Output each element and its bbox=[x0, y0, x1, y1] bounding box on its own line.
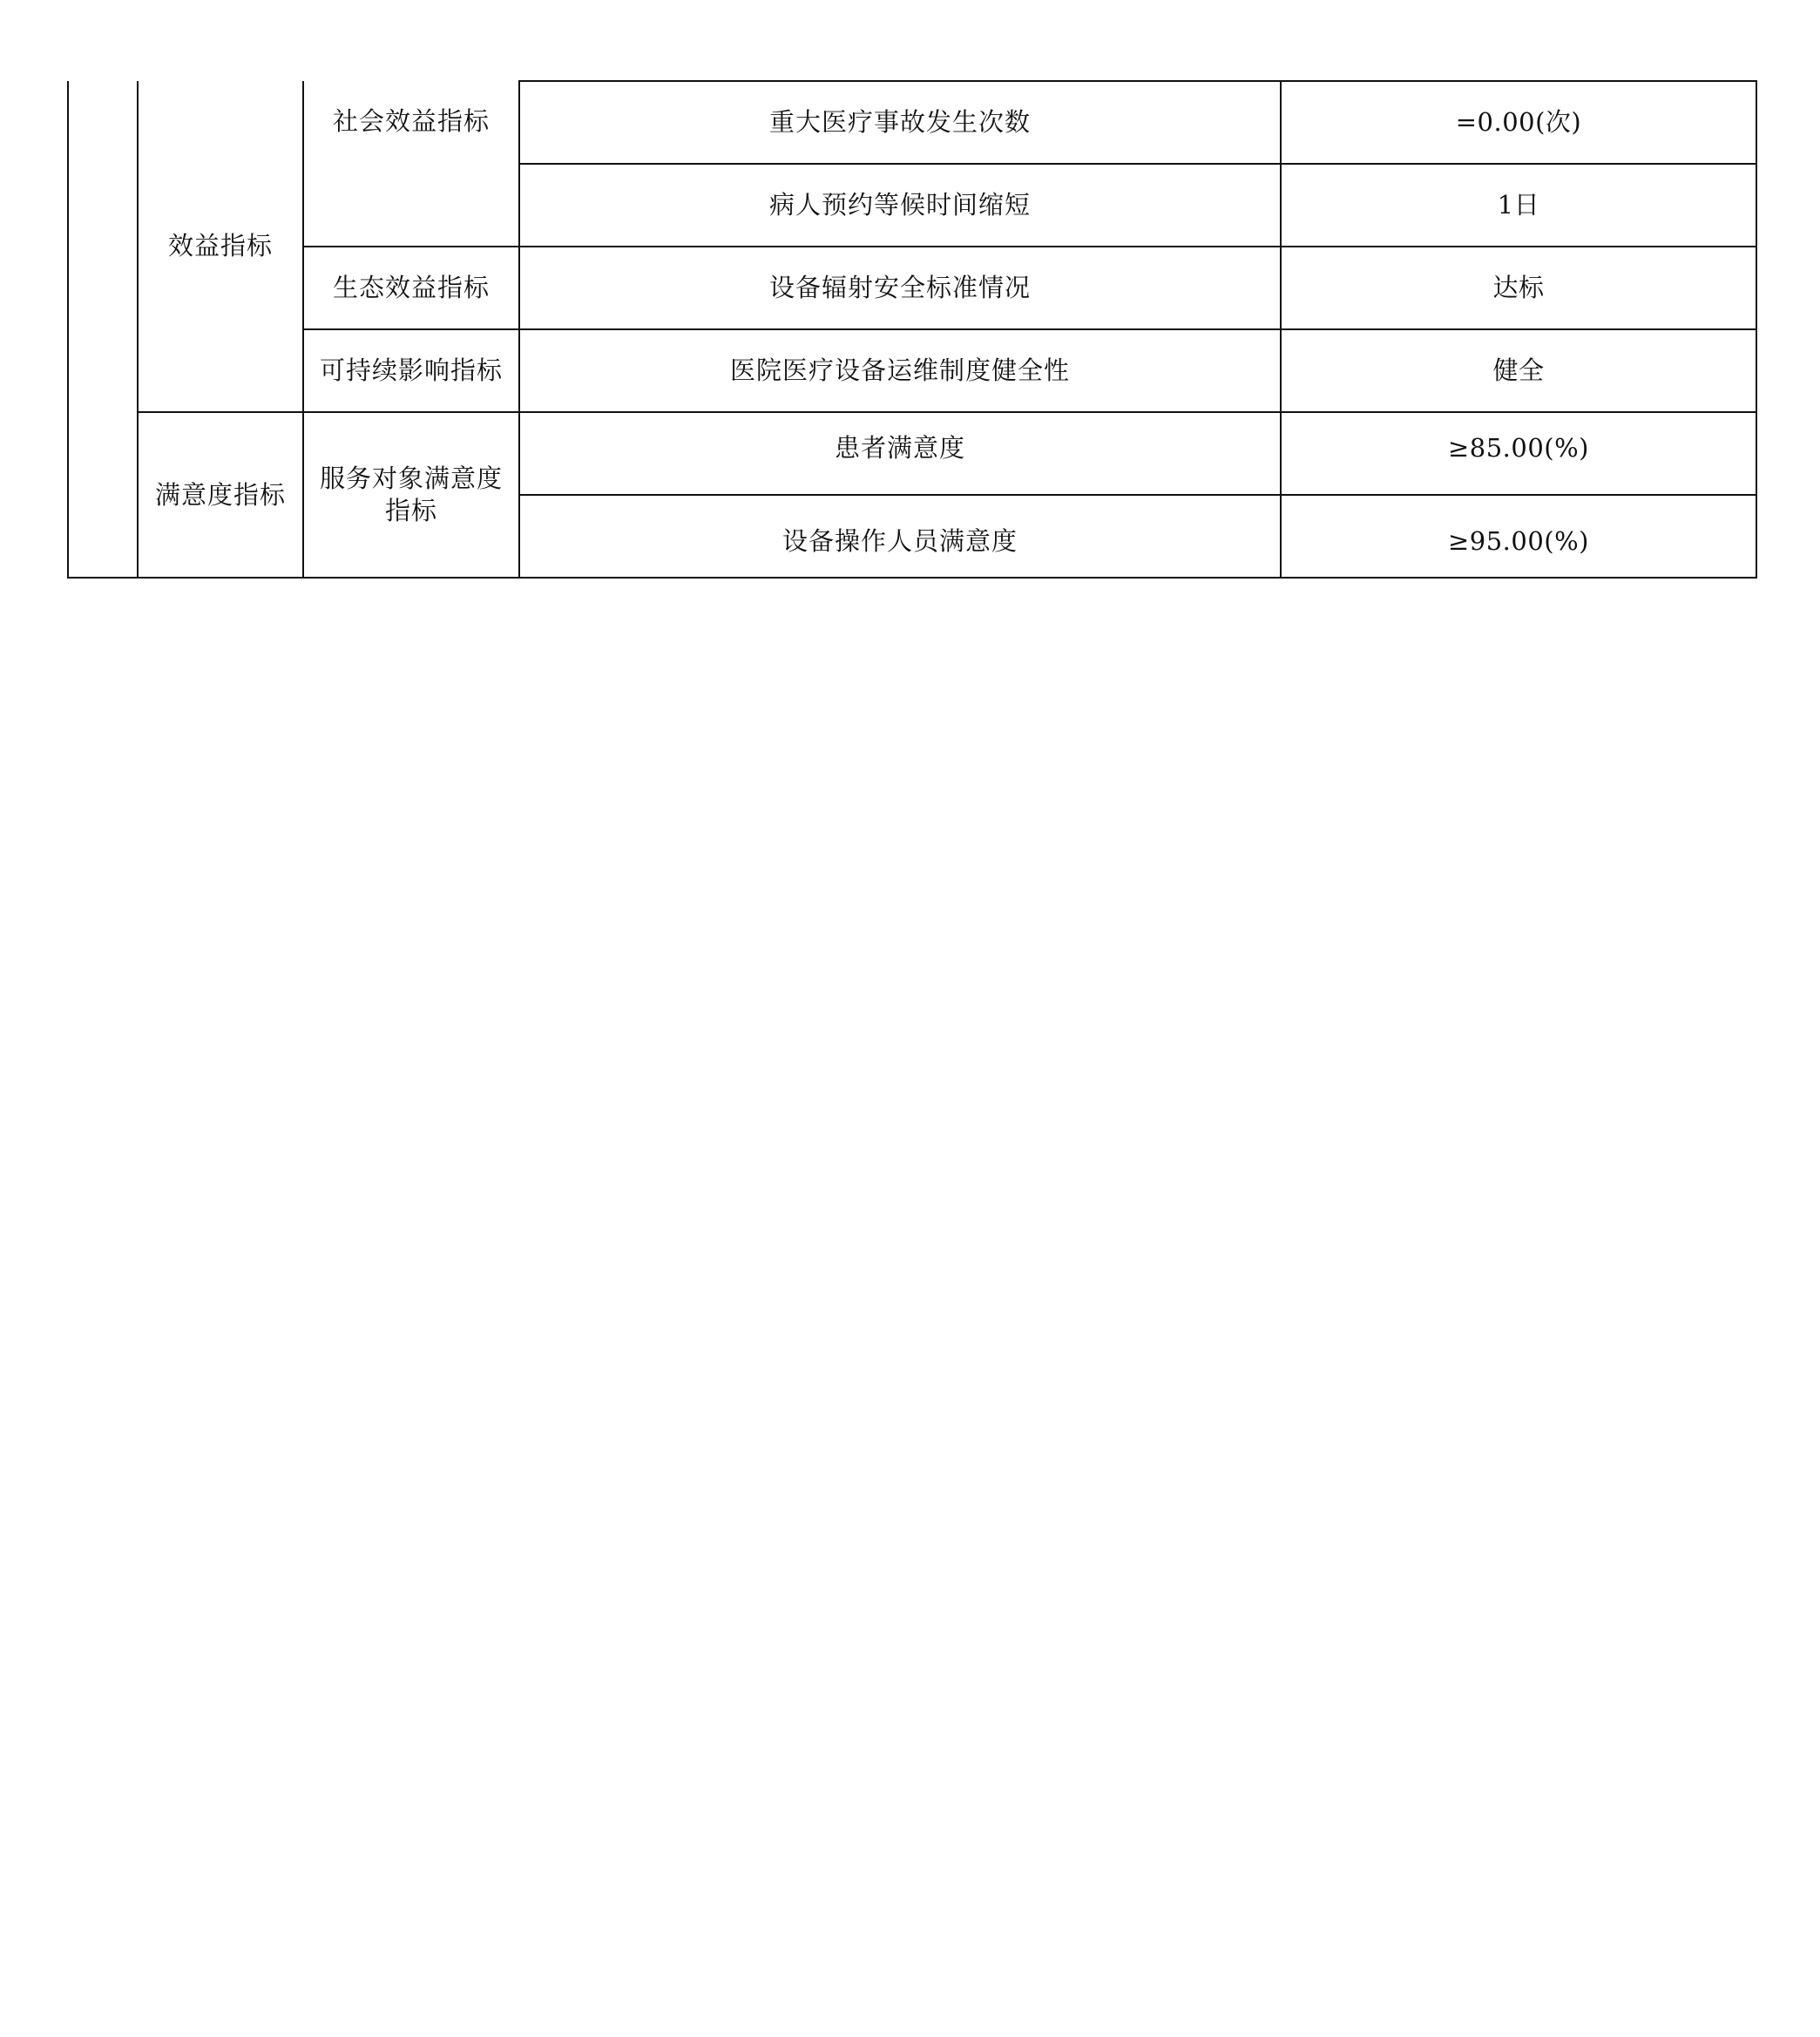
level2-indicator-cell bbox=[303, 412, 519, 578]
table-row bbox=[68, 81, 1756, 164]
level3-indicator-label: 病人预约等候时间缩短 bbox=[768, 190, 1031, 220]
level1-indicator-label: 满意度指标 bbox=[154, 479, 286, 510]
level1-indicator-label: 效益指标 bbox=[167, 231, 273, 261]
indicator-value: =0.00(次) bbox=[1455, 107, 1582, 137]
level2-indicator-cell bbox=[303, 329, 519, 412]
indicator-value: 1日 bbox=[1497, 190, 1540, 220]
category-column-cell bbox=[68, 81, 138, 578]
table-row bbox=[68, 412, 1756, 495]
indicator-value-cell bbox=[1281, 81, 1756, 164]
level1-indicator-cell bbox=[138, 412, 303, 578]
level2-indicator-label: 服务对象满意度指标 bbox=[319, 464, 503, 525]
indicator-value-cell bbox=[1281, 329, 1756, 412]
level3-indicator-label: 设备操作人员满意度 bbox=[781, 526, 1018, 556]
indicator-value-cell bbox=[1281, 495, 1756, 578]
level3-indicator-cell bbox=[519, 164, 1281, 247]
level3-indicator-cell bbox=[519, 247, 1281, 329]
level3-indicator-cell bbox=[519, 81, 1281, 164]
level2-indicator-label: 生态效益指标 bbox=[332, 273, 490, 302]
level3-indicator-cell bbox=[519, 329, 1281, 412]
table-row bbox=[68, 329, 1756, 412]
performance-indicator-table bbox=[67, 80, 1757, 579]
level2-indicator-label: 可持续影响指标 bbox=[319, 355, 503, 385]
level3-indicator-label: 重大医疗事故发生次数 bbox=[768, 107, 1031, 137]
level3-indicator-label: 患者满意度 bbox=[834, 433, 965, 463]
level3-indicator-cell bbox=[519, 495, 1281, 578]
level3-indicator-label: 医院医疗设备运维制度健全性 bbox=[729, 355, 1070, 385]
level3-indicator-label: 设备辐射安全标准情况 bbox=[768, 273, 1031, 302]
indicator-value-cell bbox=[1281, 412, 1756, 495]
indicator-value: ≥95.00(%) bbox=[1447, 526, 1589, 556]
indicator-value-cell bbox=[1281, 164, 1756, 247]
level3-indicator-cell bbox=[519, 412, 1281, 495]
level2-indicator-cell bbox=[303, 81, 519, 247]
level1-indicator-cell bbox=[138, 81, 303, 412]
level2-indicator-cell bbox=[303, 247, 519, 329]
indicator-value-cell bbox=[1281, 247, 1756, 329]
indicator-value: 达标 bbox=[1492, 273, 1545, 302]
indicator-value: 健全 bbox=[1492, 355, 1545, 385]
table-row bbox=[68, 247, 1756, 329]
indicator-value: ≥85.00(%) bbox=[1447, 433, 1589, 463]
level2-indicator-label: 社会效益指标 bbox=[332, 106, 490, 136]
